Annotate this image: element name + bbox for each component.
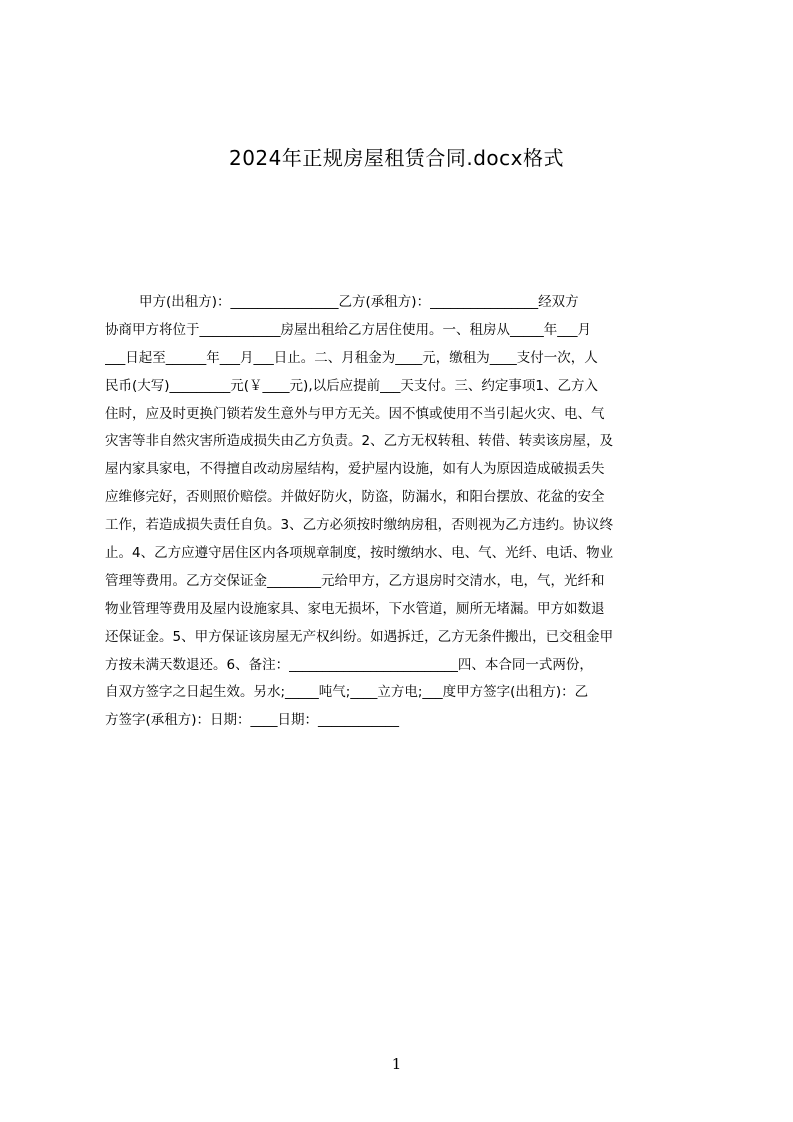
body-line: 还保证金。5、甲方保证该房屋无产权纠纷。如遇拆迁，乙方无条件搬出，已交租金甲 xyxy=(105,628,614,645)
body-line: 管理等费用。乙方交保证金________元给甲方，乙方退房时交清水，电，气，光纤和 xyxy=(105,572,605,589)
body-line: 民币(大写)_________元(￥____元),以后应提前___天支付。三、约定事项1、乙方入 xyxy=(105,377,598,394)
page-number: 1 xyxy=(391,1055,402,1073)
body-line: 灾害等非自然灾害所造成损失由乙方负责。2、乙方无权转租、转借、转卖该房屋，及 xyxy=(105,433,614,450)
body-line: 方按未满天数退还。6、备注：_________________________四、本合同一式两份， xyxy=(105,656,593,673)
body-line: ___日起至______年___月___日止。二、月租金为____元，缴租为____支付一次，人 xyxy=(105,349,598,366)
body-line: 住时，应及时更换门锁若发生意外与甲方无关。因不慎或使用不当引起火灾、电、气 xyxy=(105,405,605,422)
body-line: 屋内家具家电，不得擅自改动房屋结构，爱护屋内设施，如有人为原因造成破损丢失 xyxy=(105,461,605,478)
contract-body xyxy=(105,289,698,735)
body-line: 应维修完好，否则照价赔偿。并做好防火，防盗，防漏水，和阳台摆放、花盆的安全 xyxy=(105,489,605,506)
body-line: 方签字(承租方)：日期：____日期：____________ xyxy=(105,712,400,729)
document-title: 2024年正规房屋租赁合同.docx格式 xyxy=(228,146,565,170)
body-line: 止。4、乙方应遵守居住区内各项规章制度，按时缴纳水、电、气、光纤、电话、物业 xyxy=(105,545,614,562)
body-line: 甲方(出租方)：________________乙方(承租方)：________________经双方 xyxy=(139,294,579,310)
body-line: 物业管理等费用及屋内设施家具、家电无损坏，下水管道，厕所无堵漏。甲方如数退 xyxy=(105,600,605,617)
body-line: 工作，若造成损失责任自负。3、乙方必须按时缴纳房租，否则视为乙方违约。协议终 xyxy=(105,517,614,534)
body-line: 协商甲方将位于____________房屋出租给乙方居住使用。一、租房从_____年___月 xyxy=(105,321,591,338)
body-line: 自双方签字之日起生效。另水;_____吨气;____立方电;___度甲方签字(出租方)：乙 xyxy=(105,684,589,701)
